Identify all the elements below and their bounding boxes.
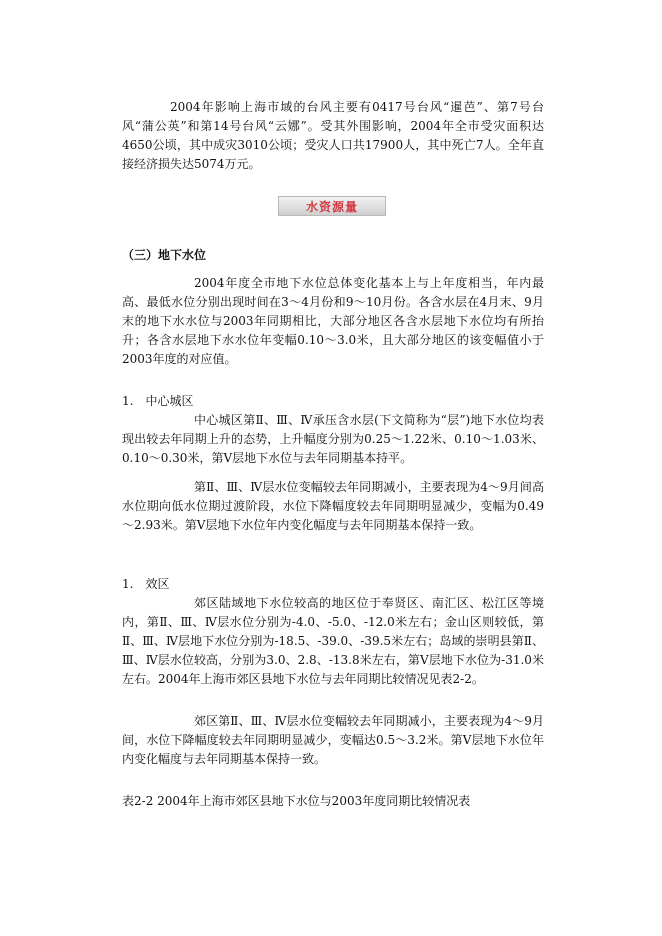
table-caption: 表2-2 2004年上海市郊区县地下水位与2003年度同期比较情况表 <box>122 794 471 808</box>
suburb-paragraph-1: 郊区陆域地下水位较高的地区位于奉贤区、南汇区、松江区等境内，第Ⅱ、Ⅲ、Ⅳ层水位分别为-4.0、-5.0、-12.0米左右；金山区则较低，第Ⅱ、Ⅲ、Ⅳ层地下水位分别为-18.5、-39.0、-39.5米左右；岛域的崇明县第Ⅱ、Ⅲ、Ⅳ层水位较高，分别为3.0、2.8、-13.8米左右，第Ⅴ层地下水位为-31.0米左右。2004年上海市郊区县地下水位与去年同期比较情况见表2-2。 <box>122 596 544 686</box>
suburb-heading: 1. 效区 <box>122 577 170 591</box>
overview-paragraph: 2004年度全市地下水位总体变化基本上与上年度相当，年内最高、最低水位分别出现时间在3～4月份和9～10月份。各含水层在4月末、9月末的地下水水位与2003年同期相比，大部分地区各含水层地下水位均有所抬升；各含水层地下水水位年变幅0.10～3.0米，且大部分地区的该变幅值小于2003年度的对应值。 <box>122 276 544 366</box>
central-city-heading: 1. 中心城区 <box>122 394 194 408</box>
typhoon-paragraph: 2004年影响上海市域的台风主要有0417号台风“暹芭”、第7号台风“蒲公英”和第14号台风“云娜”。受其外围影响，2004年全市受灾面积达4650公顷，其中成灾3010公顷；受灾人口共17900人，其中死亡7人。全年直接经济损失达5074万元。 <box>122 100 544 171</box>
water-resources-banner <box>278 196 386 216</box>
banner-label: 水资源量 <box>305 199 358 214</box>
central-city-paragraph-2: 第Ⅱ、Ⅲ、Ⅳ层水位变幅较去年同期减小，主要表现为4～9月间高水位期向低水位期过渡阶段，水位下降幅度较去年同期明显减少，变幅为0.49～2.93米。第Ⅴ层地下水位年内变化幅度与去年同期基本保持一致。 <box>122 480 544 532</box>
section-title: （三）地下水位 <box>122 248 207 262</box>
central-city-paragraph-1: 中心城区第Ⅱ、Ⅲ、Ⅳ承压含水层(下文简称为“层”)地下水位均表现出较去年同期上升的态势，上升幅度分别为0.25～1.22米、0.10～1.03米、0.10～0.30米，第Ⅴ层地下水位与去年同期基本持平。 <box>122 413 544 465</box>
suburb-paragraph-2: 郊区第Ⅱ、Ⅲ、Ⅳ层水位变幅较去年同期减小，主要表现为4～9月间，水位下降幅度较去年同期明显减少，变幅达0.5～3.2米。第Ⅴ层地下水位年内变化幅度与去年同期基本保持一致。 <box>122 714 544 766</box>
